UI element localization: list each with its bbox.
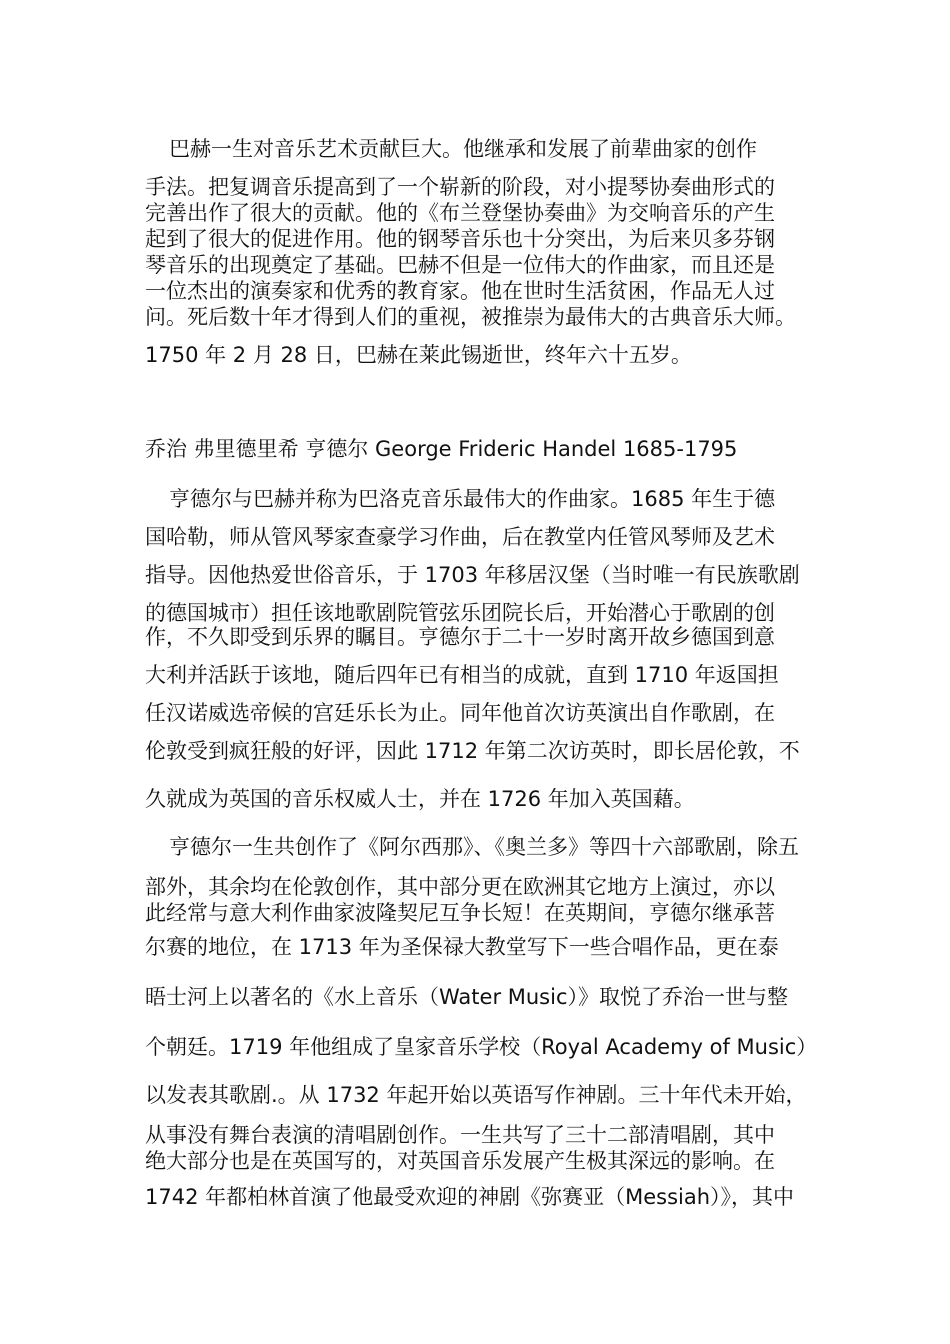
- handel-paragraph-1-line: 大利并活跃于该地，随后四年已有相当的成就，直到 1710 年返国担: [145, 663, 779, 687]
- handel-paragraph-2-line: 晤士河上以著名的《水上音乐（Water Music）》取悦了乔治一世与整: [145, 985, 788, 1009]
- handel-paragraph-2-line: 亨德尔一生共创作了《阿尔西那》、《奥兰多》等四十六部歌剧，除五: [169, 835, 799, 859]
- handel-paragraph-2-line: 从事没有舞台表演的清唱剧创作。一生共写了三十二部清唱剧，其中: [145, 1123, 775, 1147]
- bach-paragraph-line: 完善出作了很大的贡献。他的《布兰登堡协奏曲》为交响音乐的产生: [145, 201, 775, 225]
- handel-paragraph-2-line: 尔赛的地位，在 1713 年为圣保禄大教堂写下一些合唱作品，更在泰: [145, 935, 779, 959]
- handel-paragraph-1-line: 亨德尔与巴赫并称为巴洛克音乐最伟大的作曲家。1685 年生于德: [169, 487, 776, 511]
- handel-paragraph-1-line: 伦敦受到疯狂般的好评，因此 1712 年第二次访英时，即长居伦敦，不: [145, 739, 800, 763]
- handel-paragraph-1-line: 久就成为英国的音乐权威人士，并在 1726 年加入英国藉。: [145, 787, 695, 811]
- bach-paragraph-line: 琴音乐的出现奠定了基础。巴赫不但是一位伟大的作曲家，而且还是: [145, 253, 775, 277]
- handel-paragraph-2-line: 个朝廷。1719 年他组成了皇家音乐学校（Royal Academy of Music）: [145, 1035, 818, 1059]
- handel-paragraph-2-line: 绝大部分也是在英国写的，对英国音乐发展产生极其深远的影响。在: [145, 1149, 775, 1173]
- bach-paragraph-line: 1750 年 2 月 28 日，巴赫在莱此锡逝世，终年六十五岁。: [145, 343, 692, 367]
- handel-paragraph-2-line: 1742 年都柏林首演了他最受欢迎的神剧《弥赛亚（Messiah）》，其中: [145, 1185, 795, 1209]
- handel-paragraph-2-line: 此经常与意大利作曲家波隆契尼互争长短！在英期间，亨德尔继承菩: [145, 901, 775, 925]
- handel-paragraph-1-line: 国哈勒，师从管风琴家查豪学习作曲，后在教堂内任管风琴师及艺术: [145, 525, 775, 549]
- handel-heading: 乔治 弗里德里希 亨德尔 George Frideric Handel 1685-1795: [145, 437, 738, 461]
- handel-paragraph-1-line: 指导。因他热爱世俗音乐，于 1703 年移居汉堡（当时唯一有民族歌剧: [145, 563, 800, 587]
- handel-paragraph-2-line: 部外，其余均在伦敦创作，其中部分更在欧洲其它地方上演过，亦以: [145, 875, 775, 899]
- handel-paragraph-1-line: 任汉诺威选帝候的宫廷乐长为止。同年他首次访英演出自作歌剧，在: [145, 701, 775, 725]
- bach-paragraph-line: 巴赫一生对音乐艺术贡献巨大。他继承和发展了前辈曲家的创作: [169, 137, 757, 161]
- handel-paragraph-2-line: 以发表其歌剧.。从 1732 年起开始以英语写作神剧。三十年代未开始，: [145, 1083, 807, 1107]
- bach-paragraph-line: 一位杰出的演奏家和优秀的教育家。他在世时生活贫困，作品无人过: [145, 279, 775, 303]
- bach-paragraph-line: 问。死后数十年才得到人们的重视，被推崇为最伟大的古典音乐大师。: [145, 305, 796, 329]
- handel-paragraph-1-line: 作，不久即受到乐界的瞩目。亨德尔于二十一岁时离开故乡德国到意: [145, 625, 775, 649]
- bach-paragraph-line: 手法。把复调音乐提高到了一个崭新的阶段，对小提琴协奏曲形式的: [145, 175, 775, 199]
- handel-paragraph-1-line: 的德国城市）担任该地歌剧院管弦乐团院长后，开始潜心于歌剧的创: [145, 601, 775, 625]
- bach-paragraph-line: 起到了很大的促进作用。他的钢琴音乐也十分突出，为后来贝多芬钢: [145, 227, 775, 251]
